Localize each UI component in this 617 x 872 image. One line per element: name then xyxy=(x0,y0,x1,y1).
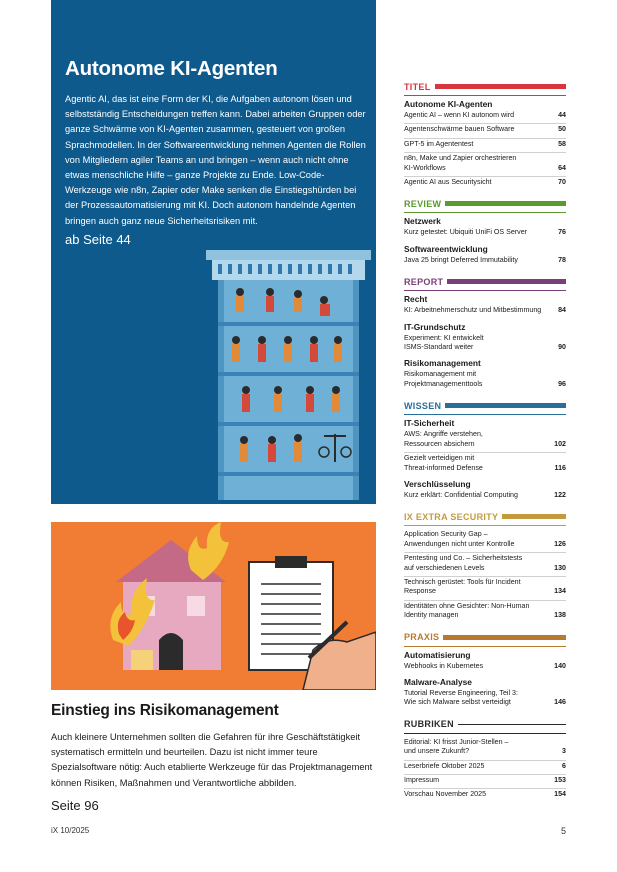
toc-section-name: WISSEN xyxy=(404,400,442,411)
toc-entry-page: 44 xyxy=(558,111,566,119)
toc-entry-title: Editorial: KI frisst Junior-Stellen – und unsere Zukunft? xyxy=(404,737,509,756)
toc-entry[interactable] xyxy=(404,139,566,153)
toc-topic-heading: Autonome KI-Agenten xyxy=(404,99,493,109)
toc-entry[interactable] xyxy=(404,553,566,577)
toc-section-header xyxy=(404,80,566,93)
toc-section-color-bar xyxy=(447,279,566,284)
toc-section-header xyxy=(404,399,566,412)
toc-section-color-bar xyxy=(502,514,566,519)
toc-entry[interactable] xyxy=(404,429,566,453)
feature-teaser: Agentic AI, das ist eine Form der KI, die Aufgaben autonom lösen und selbstständig Entscheidungen treffen kann. Dabei arbeiten Gruppen oder ganze Schwärme von KI-Agenten zusammen, gesteuert von großen Sprachmodellen. In der Softwareentwicklung nehmen Agenten die Rollen von Mitgliedern agiler Teams an und bringen – wenn auch nicht ohne etwas menschliche Hilfe – ganze Projekte zu Ende. Low-Code-Werkzeuge wie n8n, Zapier oder Make senken die Einstiegshürden bei der Prozessautomatisierung mit KI. Doch autonom handelnde Agenten bringen auch ganz neue Sicherheitsrisiken mit. xyxy=(65,94,366,226)
toc-entry[interactable] xyxy=(404,177,566,190)
toc-entry-page: 116 xyxy=(554,463,566,472)
toc-topic-heading: Netzwerk xyxy=(404,216,441,227)
toc-topic-heading: Risikomanagement xyxy=(404,358,481,369)
toc-section-header xyxy=(404,631,566,644)
toc-entry-title: GPT-5 im Agententest xyxy=(404,139,474,148)
toc-entry-page: 50 xyxy=(558,125,566,134)
toc-section-header xyxy=(404,718,566,731)
toc-entry-title: AWS: Angriffe verstehen, Ressourcen absichern xyxy=(404,430,483,448)
toc-entry-page: 64 xyxy=(558,163,566,172)
toc-entry-page: 126 xyxy=(554,539,566,548)
toc-section-rule xyxy=(404,95,566,96)
toc-topic-heading: Verschlüsselung xyxy=(404,478,471,489)
toc-entry-page: 58 xyxy=(558,139,566,148)
toc-topic-heading: IT-Sicherheit xyxy=(404,418,455,429)
toc-entry-page: 90 xyxy=(558,343,566,352)
toc-entry[interactable] xyxy=(404,490,566,503)
toc-entry-page: 140 xyxy=(554,661,566,670)
toc-entry[interactable] xyxy=(404,255,566,268)
issue-label: iX 10/2025 xyxy=(51,826,90,835)
toc-entry-page: 6 xyxy=(562,761,566,770)
toc-entry-page: 76 xyxy=(558,228,566,237)
toc-entry[interactable] xyxy=(404,737,566,761)
toc-entry-page: 102 xyxy=(554,439,566,448)
table-of-contents xyxy=(404,80,566,803)
toc-entry[interactable] xyxy=(404,227,566,240)
toc-entry-title: Vorschau November 2025 xyxy=(404,790,487,799)
toc-entry-title: Experiment: KI entwickelt ISMS-Standard weiter xyxy=(404,333,484,352)
toc-entry-title: Tutorial Reverse Engineering, Teil 3: Wie sich Malware selbst verteidigt xyxy=(404,688,518,707)
toc-section-rule xyxy=(404,414,566,415)
toc-entry-title: Agentic AI – wenn KI autonom wird xyxy=(404,111,515,119)
toc-entry[interactable] xyxy=(404,601,566,624)
feature-title: Autonome KI-Agenten xyxy=(65,57,278,80)
toc-entry[interactable] xyxy=(404,577,566,601)
cover-feature-box xyxy=(51,0,376,504)
toc-section-color-bar xyxy=(435,84,567,89)
toc-topic-heading: Automatisierung xyxy=(404,649,471,660)
toc-section-name: RUBRIKEN xyxy=(404,719,454,730)
toc-entry[interactable] xyxy=(404,529,566,553)
toc-entry[interactable] xyxy=(404,761,566,775)
toc-entry[interactable] xyxy=(404,775,566,789)
page-number: 5 xyxy=(560,826,566,836)
toc-section-name: REVIEW xyxy=(404,198,442,209)
toc-entry[interactable] xyxy=(404,305,566,318)
toc-section-color-bar xyxy=(458,724,566,725)
toc-entry-title: Pentesting und Co. – Sicherheitstests auf verschiedenen Levels xyxy=(404,554,523,572)
toc-section-header xyxy=(404,197,566,210)
toc-entry-title: Identitäten ohne Gesichter: Non-Human Identity managen xyxy=(404,601,530,620)
toc-entry-title: Impressum xyxy=(404,776,440,784)
toc-entry-title: Agentic AI aus Securitysicht xyxy=(404,178,492,187)
toc-entry-title: Technisch gerüstet: Tools für Incident Response xyxy=(404,577,521,596)
toc-entry[interactable] xyxy=(404,110,566,124)
toc-section-name: TITEL xyxy=(404,81,431,92)
toc-entry-page: 3 xyxy=(562,747,566,756)
feature2-teaser: Auch kleinere Unternehmen sollten die Gefahren für ihre Geschäftstätigkeit systematisch ermitteln und beurteilen. Dazu ist nicht immer teure Spezialsoftware nötig: Auch etablierte Werkzeuge für das Projektmanagement können Risiken, Maßnahmen und Verantwortliche abbilden. xyxy=(51,732,373,788)
toc-section-color-bar xyxy=(445,403,566,408)
risk-management-illustration xyxy=(51,522,376,690)
toc-entry-page: 138 xyxy=(554,611,566,620)
toc-entry-page: 96 xyxy=(558,379,566,388)
toc-entry-title: Kurz getestet: Ubiquiti UniFi OS Server xyxy=(404,228,528,237)
toc-entry-title: Leserbriefe Oktober 2025 xyxy=(404,761,485,770)
toc-section-header xyxy=(404,510,566,523)
toc-entry-page: 84 xyxy=(558,306,566,315)
toc-entry-title: Application Security Gap – Anwendungen nicht unter Kontrolle xyxy=(404,530,515,548)
toc-topic-heading: IT-Grundschutz xyxy=(404,321,466,332)
toc-entry-title: KI: Arbeitnehmerschutz und Mitbestimmung xyxy=(404,306,542,315)
toc-section-name: IX EXTRA SECURITY xyxy=(404,511,499,522)
toc-section-rule xyxy=(404,733,566,734)
toc-entry-page: 154 xyxy=(554,790,566,799)
ai-agents-tower-illustration xyxy=(206,248,371,500)
toc-entry-page: 130 xyxy=(554,563,566,572)
toc-section-name: REPORT xyxy=(404,276,444,287)
toc-section-color-bar xyxy=(443,635,566,640)
toc-entry-page: 70 xyxy=(558,178,566,187)
toc-entry-page: 78 xyxy=(558,255,566,264)
toc-entry[interactable] xyxy=(404,124,566,138)
toc-section-color-bar xyxy=(445,201,566,206)
toc-entry-page: 134 xyxy=(554,587,566,596)
toc-entry[interactable] xyxy=(404,333,566,356)
toc-topic-heading: Recht xyxy=(404,294,428,305)
toc-entry[interactable] xyxy=(404,153,566,177)
toc-entry-title: Risikomanagement mit Projektmanagementtools xyxy=(404,370,483,388)
toc-entry[interactable] xyxy=(404,789,566,802)
toc-entry-title: Webhooks in Kubernetes xyxy=(404,661,484,670)
toc-section-rule xyxy=(404,646,566,647)
feature-page-link[interactable]: ab Seite 44 xyxy=(65,232,131,247)
toc-section-name: PRAXIS xyxy=(404,632,440,643)
toc-entry[interactable] xyxy=(404,369,566,392)
toc-section-rule xyxy=(404,525,566,526)
toc-topic-heading: Softwareentwicklung xyxy=(404,243,488,254)
toc-entry-title: Java 25 bringt Deferred Immutability xyxy=(404,255,518,264)
toc-section-rule xyxy=(404,290,566,291)
toc-entry[interactable] xyxy=(404,688,566,711)
toc-entry-page: 153 xyxy=(554,776,566,784)
toc-entry-title: Agentenschwärme bauen Software xyxy=(404,125,515,134)
toc-section-header xyxy=(404,275,566,288)
toc-entry-title: Kurz erklärt: Confidential Computing xyxy=(404,490,518,499)
toc-section-rule xyxy=(404,212,566,213)
toc-entry[interactable] xyxy=(404,453,566,476)
feature2-page-link[interactable]: Seite 96 xyxy=(51,798,99,813)
feature2-title: Einstieg ins Risikomanagement xyxy=(51,702,279,719)
toc-entry-title: Gezielt verteidigen mit Threat-informed Defense xyxy=(404,454,483,472)
toc-topic-heading: Malware-Analyse xyxy=(404,676,472,687)
toc-entry[interactable] xyxy=(404,661,566,674)
toc-entry-page: 122 xyxy=(554,490,566,499)
toc-entry-title: n8n, Make und Zapier orchestrieren KI-Workflows xyxy=(404,154,517,172)
burning-house-clipboard-illustration xyxy=(51,522,376,690)
toc-entry-page: 146 xyxy=(554,698,566,707)
